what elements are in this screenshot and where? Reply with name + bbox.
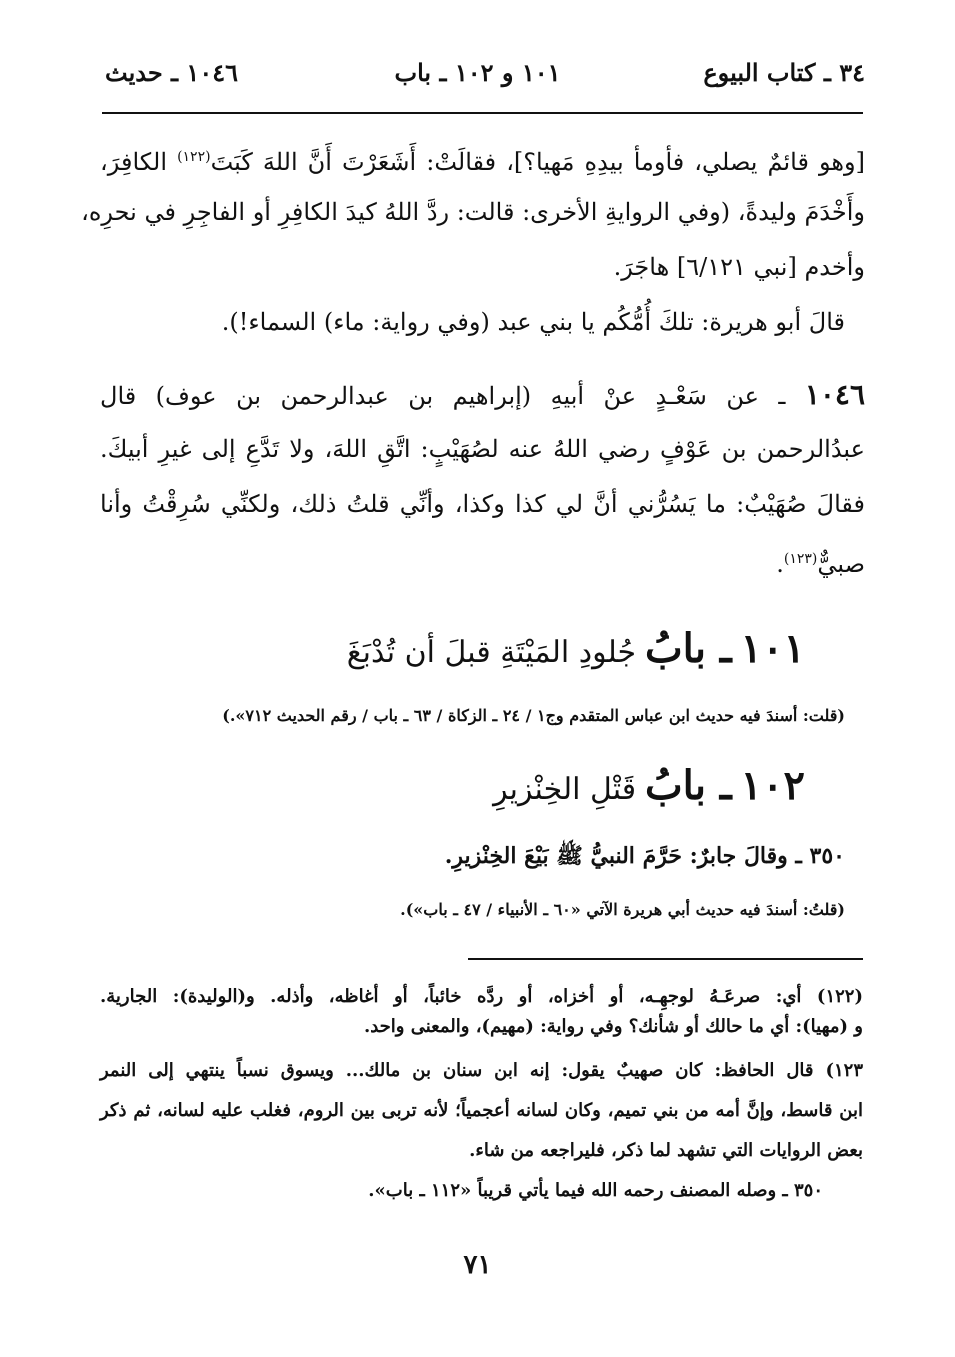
text-line: فقالَ صُهَيْبٌ: ما يَسُرُّني أنَّ لي كذا وكذا، وأنِّي قلتُ ذلك، ولكنِّي سُرِقْتُ وأنا xyxy=(100,490,865,518)
chapter-102-heading xyxy=(493,762,805,809)
chapter-bab: بابُ xyxy=(645,625,706,672)
footnote-123-line: بعض الروايات التي تشهد لما ذكر، فليراجعه من شاء. xyxy=(469,1140,863,1161)
hadith-number: ١٠٤٦ xyxy=(804,378,865,411)
footnote-122-line: و (مهيا): أي ما حالك أو شأنك؟ وفي رواية: (مهيم)، والمعنى واحد. xyxy=(363,1016,863,1037)
footnote-350-line: ٣٥٠ ـ وصله المصنف رحمه الله فيما يأتي قريباً «١١٢ ـ باب». xyxy=(368,1180,823,1201)
header-book-title: ٣٤ ـ كتاب البيوع xyxy=(703,58,865,87)
chapter-dash: ـ xyxy=(705,762,732,809)
text-segment: الكافِرَ، xyxy=(100,148,178,176)
chapter-dash: ـ xyxy=(705,625,732,672)
footnote-122-line: (١٢٢) أي: صرعَـهُ لوجهِـه، أو أخزاه، أو ردَّه خائباً، أو أغاظه، وأذله. و(الوليدة): الجارية. xyxy=(100,986,863,1007)
text-line xyxy=(100,532,865,587)
chapter-102-note: (قلتُ: أسندَ فيه حديث أبي هريرة الآتي «٦٠ ـ الأنبياء / ٤٧ ـ باب»). xyxy=(400,900,845,919)
text-segment: . xyxy=(776,550,784,578)
text-line xyxy=(100,367,865,422)
footnote-ref-123[interactable]: (١٢٣) xyxy=(783,551,818,567)
chapter-bab: بابُ xyxy=(645,762,706,809)
chapter-number: ١٠٢ xyxy=(740,762,805,809)
text-line: عبدُالرحمن بن عَوْفٍ رضي اللهُ عنه لصُهَيْبٍ: اتَّقِ اللهَ، ولا تَدَّعِ إلى غيرِ أبيكَ. xyxy=(100,435,865,463)
chapter-title: جُلودِ المَيْتَةِ قبلَ أن تُدْبَغَ xyxy=(346,635,637,670)
header-hadith-number: ١٠٤٦ ـ حديث xyxy=(105,58,238,87)
text-line: وأخدم [نبي ٦/١٢١] هاجَرَ. xyxy=(613,253,865,281)
mualaq-350: ٣٥٠ ـ وقالَ جابرٌ: حَرَّمَ النبيُّ ﷺ بَيْعَ الخِنْزيرِ. xyxy=(444,843,845,869)
hadith-1046-text xyxy=(100,367,865,587)
footnote-123-line: ابن قاسط، وإنَّ أمه من بني تميم، وكان لسانه أعجمياً؛ لأنه تربى بين الروم، فغلب عليه لسانه، ثم ذكر xyxy=(100,1100,863,1121)
text-segment: [وهو قائمٌ يصلي، فأومأ بيدِهِ مَهيا؟]، فقالَتْ: أَشَعَرْتَ أَنَّ اللهَ كَبَتَ xyxy=(210,148,866,176)
header-chapters: ١٠١ و ١٠٢ ـ باب xyxy=(394,58,561,87)
chapter-101-heading xyxy=(347,625,805,672)
header-divider xyxy=(102,112,863,114)
page-number: ٧١ xyxy=(463,1250,492,1280)
hadith-prev-text xyxy=(81,130,866,350)
text-segment: ـ عن سَعْـدٍ عنْ أبيهِ (إبراهيم بن عبدالرحمن بن عوف) قال xyxy=(100,382,805,410)
chapter-101-note: (قلت: أسندَ فيه حديث ابن عباس المتقدم وج١ / ٢٤ ـ الزكاة / ٦٣ ـ باب / رقم الحديث ٧١٢».) xyxy=(222,706,845,725)
text-line xyxy=(100,130,865,185)
footnote-123-line: ١٢٣) قال الحافظ: كان صهيبٌ يقول: إنه ابن سنان بن مالك... ويسوق نسباً ينتهي إلى النمر xyxy=(100,1060,863,1081)
footnote-divider xyxy=(468,958,863,960)
chapter-number: ١٠١ xyxy=(740,625,805,672)
text-segment: صبيٌّ xyxy=(817,550,865,578)
text-line: قالَ أبو هريرة: تلكَ أُمُّكُم يا بني عبد (وفي رواية: ماء) السماء!). xyxy=(221,308,845,336)
text-line: وأَخْدَمَ وليدةً، (وفي الروايةِ الأخرى: قالت: ردَّ اللهُ كيدَ الكافِرِ أو الفاجِرِ في نحرِه، xyxy=(81,198,865,226)
footnotes xyxy=(100,982,863,1206)
footnote-ref-122[interactable]: (١٢٢) xyxy=(177,149,211,165)
chapter-title: قَتْلِ الخِنْزيرِ xyxy=(493,772,637,807)
